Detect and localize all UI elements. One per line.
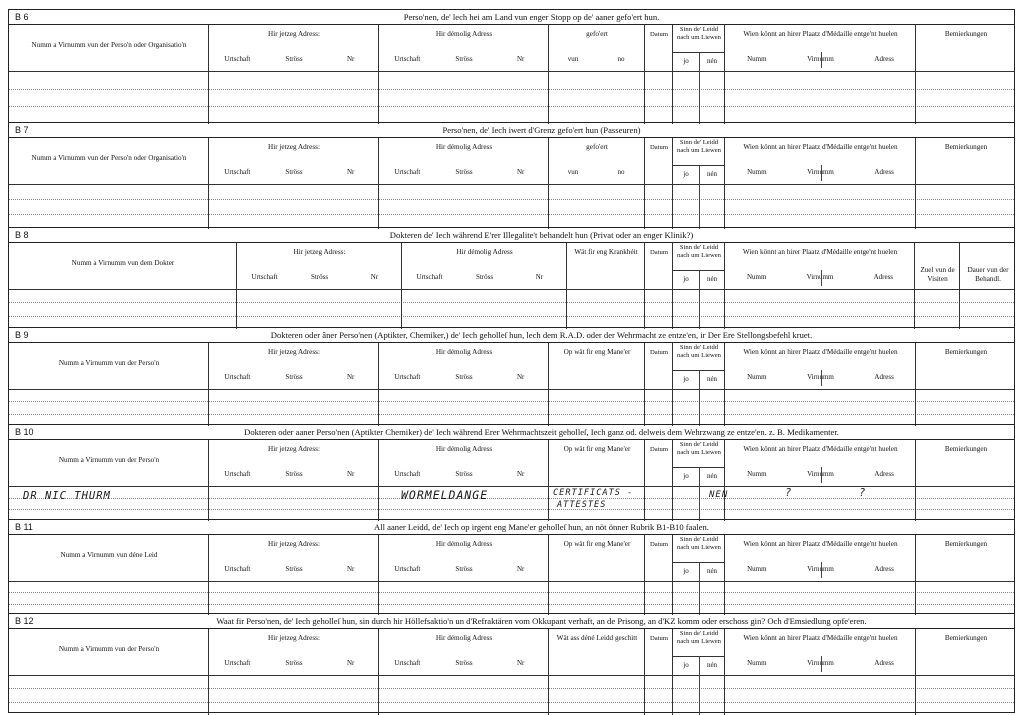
address-subheader: Nr (346, 55, 355, 63)
medal-header: Wien könnt an hirer Plaatz d'Médaille entge'nt huelen (743, 30, 898, 38)
handwritten-unknown-name: ? (785, 487, 793, 499)
medal-header: Wien könnt an hirer Plaatz d'Médaille entge'nt huelen (743, 348, 898, 356)
address-subheader: Urtschaft (224, 470, 251, 478)
alive-subheader: nén (706, 375, 718, 383)
remarks-header: Bemierkungen (944, 30, 988, 38)
medal-subheader: Virnumm (806, 273, 834, 281)
remarks-header: Bemierkungen (944, 634, 988, 642)
address-subheader: Urtschaft (224, 659, 251, 667)
remarks-header: Bemierkungen (944, 445, 988, 453)
alive-subheader: nén (706, 57, 718, 65)
section-title: Perso'nen, de' Iech iwert d'Grenz gefo'ert hun (Passeuren) (442, 125, 641, 135)
former-address-header: Hir démolig Adress (435, 143, 493, 151)
address-subheader: Urtschaft (394, 659, 421, 667)
detail-column-header: gefo'ert (586, 143, 608, 151)
address-subheader: Ströss (475, 273, 494, 281)
address-subheader: Nr (370, 273, 379, 281)
address-subheader: Urtschaft (394, 55, 421, 63)
detail-subheader: no (617, 168, 625, 176)
medal-split-line (821, 370, 822, 386)
alive-subheader: nén (706, 170, 718, 178)
alive-split-line (699, 270, 700, 329)
section-title: All aaner Leidd, de' Iech op irgent eng Mane'er geholleſ hun, an nöt önner Rubrik B1-B10 faalen. (374, 522, 709, 532)
medal-subheader: Adress (874, 659, 894, 667)
medal-subheader: Numm (747, 659, 767, 667)
section-code: B 7 (15, 125, 29, 135)
alive-subheader: jo (683, 375, 689, 383)
section-table (9, 25, 1014, 124)
date-header: Datum (650, 541, 668, 548)
address-subheader: Ströss (455, 470, 473, 478)
alive-sub-divider (673, 656, 725, 657)
medal-subheader: Virnumm (807, 470, 834, 478)
person-column-header: Numm a Virnumm vun dem Dokter (71, 259, 175, 267)
current-address-column (209, 25, 379, 124)
form-section (8, 424, 1015, 519)
address-subheader: Ströss (285, 565, 303, 573)
address-subheader: Urtschaft (224, 565, 251, 573)
form-section (8, 519, 1015, 613)
detail-subheader: no (617, 55, 625, 63)
person-column-header: Numm a Virnumm vun der Perso'n oder Organisatio'n (31, 41, 187, 49)
alive-subheader: jo (683, 567, 689, 575)
section-title-bar (9, 328, 1014, 343)
address-subheader: Urtschaft (251, 273, 278, 281)
alive-split-line (699, 52, 700, 124)
duration-column (960, 243, 1016, 329)
visits-header: Zuel vun de Visiten (920, 266, 955, 283)
former-address-column (379, 25, 549, 124)
medal-subheader: Virnumm (807, 55, 834, 63)
person-column-header: Numm a Virnumm vun déne Leid (60, 551, 158, 559)
section-title: Dokteren oder âner Perso'nen (Aptikter, Chemiker,) de' Iech geholleſ hun, lech dem R.A.D. oder der Wehrmacht ze entze'en, ir Der Ere Stellongsbefehl kruet. (270, 330, 813, 340)
medal-subheader: Adress (874, 470, 894, 478)
medal-subheader: Numm (747, 470, 767, 478)
alive-split-line (699, 562, 700, 615)
alive-header: Sinn de' Leidd nach um Liewen (677, 139, 721, 154)
medal-split-line (821, 165, 822, 181)
form-page (8, 9, 1015, 713)
person-column (9, 138, 209, 229)
alive-subheader: jo (683, 170, 689, 178)
remarks-header: Bemierkungen (944, 143, 988, 151)
date-header: Datum (650, 31, 668, 38)
address-subheader: Ströss (455, 565, 473, 573)
medal-subheader: Adress (874, 55, 894, 63)
address-subheader: Nr (516, 373, 525, 381)
detail-column-header: Op wät fir eng Mane'er (563, 540, 631, 548)
address-subheader: Ströss (285, 470, 303, 478)
person-column (9, 343, 209, 426)
address-subheader: Nr (516, 659, 525, 667)
medal-split-line (821, 270, 822, 286)
form-section (8, 227, 1015, 327)
alive-subheader: nén (706, 661, 718, 669)
medal-header: Wien könnt an hirer Plaatz d'Médaille entge'nt huelen (742, 248, 898, 256)
remarks-header: Bemierkungen (944, 540, 988, 548)
address-subheader: Nr (346, 168, 355, 176)
alive-split-line (699, 656, 700, 715)
detail-column-header: gefo'ert (586, 30, 608, 38)
detail-column (549, 25, 645, 124)
address-subheader: Urtschaft (394, 470, 421, 478)
former-address-header: Hir démolig Adress (435, 634, 493, 642)
medal-split-line (821, 467, 822, 483)
section-title: Dokteren oder aaner Perso'nen (Aptikter Chemiker) de' Iech während Erer Wehrmachtszeit geholleſ, Iech ganz od. delweis dem Wehrzwang ze entze'en. z. B. Medikamenter. (244, 427, 839, 437)
address-subheader: Ströss (455, 373, 473, 381)
person-column (9, 535, 209, 615)
section-code: B 6 (15, 12, 29, 22)
former-address-header: Hir démolig Adress (435, 30, 493, 38)
section-table (9, 343, 1014, 426)
former-address-header: Hir démolig Adress (456, 248, 513, 256)
medal-subheader: Adress (874, 168, 894, 176)
alive-header: Sinn de' Leidd nach um Liewen (677, 344, 721, 359)
address-subheader: Ströss (310, 273, 329, 281)
section-title-bar (9, 10, 1014, 25)
former-address-header: Hir démolig Adress (435, 348, 493, 356)
handwritten-method: CERTIFICATS - (553, 488, 634, 498)
medal-subheader: Virnumm (807, 659, 834, 667)
current-address-header: Hir jetzeg Adress: (268, 634, 320, 642)
detail-subheader: vun (567, 168, 579, 176)
alive-sub-divider (673, 370, 725, 371)
section-title-bar (9, 614, 1014, 629)
address-subheader: Urtschaft (394, 373, 421, 381)
date-header: Datum (650, 349, 668, 356)
alive-header: Sinn de' Leidd nach um Liewen (677, 536, 721, 551)
current-address-header: Hir jetzeg Adress: (268, 143, 320, 151)
alive-sub-divider (673, 52, 725, 53)
address-subheader: Nr (516, 470, 525, 478)
alive-sub-divider (673, 562, 725, 563)
detail-column-header: Op wät fir eng Mane'er (563, 348, 631, 356)
date-header: Datum (650, 249, 668, 256)
former-address-header: Hir démolig Adress (435, 540, 493, 548)
section-code: B 12 (15, 616, 34, 626)
handwritten-town: WORMELDANGE (401, 488, 489, 502)
date-header: Datum (650, 635, 668, 642)
alive-subheader: jo (683, 661, 689, 669)
alive-split-line (699, 370, 700, 426)
address-subheader: Nr (346, 373, 355, 381)
address-subheader: Ströss (285, 659, 303, 667)
section-title: Perso'nen, de' lech hei am Land vun enger Stopp op de' aaner gefo'ert hun. (403, 12, 660, 22)
handwritten-alive: NEN (709, 490, 729, 500)
address-subheader: Urtschaft (416, 273, 443, 281)
remarks-column (916, 25, 1016, 124)
section-title-bar (9, 123, 1014, 138)
form-section (8, 9, 1015, 122)
section-table (9, 535, 1014, 615)
medal-subheader: Adress (874, 373, 894, 381)
medal-subheader: Numm (747, 373, 767, 381)
alive-split-line (699, 165, 700, 229)
handwritten-unknown-address: ? (859, 487, 867, 499)
section-table (9, 243, 1014, 329)
alive-subheader: jo (683, 275, 689, 283)
address-subheader: Ströss (285, 373, 303, 381)
current-address-header: Hir jetzeg Adress: (268, 348, 320, 356)
current-address-header: Hir jetzeg Adress: (268, 540, 320, 548)
date-column (645, 25, 673, 124)
medal-header: Wien könnt an hirer Plaatz d'Médaille entge'nt huelen (743, 143, 898, 151)
section-code: B 10 (15, 427, 34, 437)
alive-subheader: nén (706, 275, 718, 283)
alive-subheader: nén (706, 472, 718, 480)
alive-sub-divider (673, 270, 725, 271)
address-subheader: Ströss (455, 659, 473, 667)
alive-subheader: nén (706, 567, 718, 575)
medal-header: Wien könnt an hirer Plaatz d'Médaille entge'nt huelen (743, 445, 898, 453)
alive-header: Sinn de' Leidd nach um Liewen (677, 630, 721, 645)
visits-column (915, 243, 960, 329)
duration-header: Dauer vun der Behandl. (967, 266, 1009, 283)
medal-subheader: Virnumm (807, 168, 834, 176)
section-code: B 11 (15, 522, 33, 532)
medal-subheader: Virnumm (807, 565, 834, 573)
address-subheader: Urtschaft (394, 565, 421, 573)
person-column-header: Numm a Virnumm vun der Perso'n (58, 456, 160, 464)
address-subheader: Urtschaft (224, 373, 251, 381)
detail-column-header: Wät fir eng Krankhéit (574, 248, 638, 256)
medal-subheader: Numm (746, 273, 767, 281)
person-column-header: Numm a Virnumm vun der Perso'n (58, 645, 160, 653)
alive-sub-divider (673, 467, 725, 468)
form-section (8, 613, 1015, 713)
address-subheader: Nr (346, 565, 355, 573)
medal-subheader: Numm (747, 168, 767, 176)
address-subheader: Urtschaft (224, 168, 251, 176)
alive-header: Sinn de' Leidd nach um Liewen (677, 441, 721, 456)
address-subheader: Nr (535, 273, 544, 281)
alive-header: Sinn de' Leidd nach um Liewen (677, 26, 721, 41)
medal-subheader: Virnumm (807, 373, 834, 381)
person-column (9, 25, 209, 124)
remarks-header: Bemierkungen (944, 348, 988, 356)
detail-column-header: Wät ass déné Leidd geschitt (556, 634, 638, 642)
date-header: Datum (650, 446, 668, 453)
address-subheader: Nr (346, 659, 355, 667)
medal-split-line (821, 562, 822, 578)
medal-subheader: Adress (873, 273, 894, 281)
person-column-header: Numm a Virnumm vun der Perso'n (58, 359, 160, 367)
section-table (9, 440, 1014, 521)
address-subheader: Nr (346, 470, 355, 478)
address-subheader: Ströss (285, 168, 303, 176)
section-code: B 9 (15, 330, 29, 340)
address-subheader: Nr (516, 55, 525, 63)
address-subheader: Ströss (285, 55, 303, 63)
form-section (8, 327, 1015, 424)
section-title-bar (9, 520, 1014, 535)
address-subheader: Urtschaft (394, 168, 421, 176)
detail-subheader: vun (567, 55, 579, 63)
current-address-header: Hir jetzeg Adress: (268, 445, 320, 453)
handwritten-method-2: ATTESTES (557, 500, 607, 510)
medal-split-line (821, 656, 822, 672)
section-code: B 8 (15, 230, 29, 240)
section-title-bar (9, 425, 1014, 440)
medal-split-line (821, 52, 822, 68)
section-title: Dokteren de' Iech während E'rer Illegalite't behandelt hun (Privat oder an enger Klinik?) (389, 230, 694, 240)
medal-subheader: Adress (874, 565, 894, 573)
alive-split-line (699, 467, 700, 521)
medal-header: Wien könnt an hirer Plaatz d'Médaille entge'nt huelen (743, 634, 898, 642)
medal-column (725, 25, 916, 124)
medal-subheader: Numm (747, 565, 767, 573)
address-subheader: Urtschaft (224, 55, 251, 63)
address-subheader: Nr (516, 168, 525, 176)
alive-subheader: jo (683, 57, 689, 65)
current-address-header: Hir jetzeg Adress: (293, 248, 346, 256)
person-column (9, 440, 209, 521)
detail-column-header: Op wät fir eng Mane'er (563, 445, 631, 453)
section-title-bar (9, 228, 1014, 243)
alive-subheader: jo (683, 472, 689, 480)
address-subheader: Ströss (455, 55, 473, 63)
address-subheader: Nr (516, 565, 525, 573)
former-address-header: Hir démolig Adress (435, 445, 493, 453)
date-header: Datum (650, 144, 668, 151)
person-column (9, 243, 237, 329)
alive-header: Sinn de' Leidd nach um Liewen (677, 244, 721, 259)
section-table (9, 138, 1014, 229)
alive-sub-divider (673, 165, 725, 166)
medal-subheader: Numm (747, 55, 767, 63)
section-title: Waat fir Perso'nen, de' Iech geholleſ hun, sin durch hir Höllefsaktio'n un d'Refraktären vom Okkupant verhaft, an de Prisong, an d'KZ komm oder erschoss gin? Och d'Emsiedlung opfe'eren. (216, 616, 867, 626)
handwritten-name: DR NIC THURM (23, 490, 111, 502)
medal-header: Wien könnt an hirer Plaatz d'Médaille entge'nt huelen (743, 540, 898, 548)
person-column-header: Numm a Virnumm vun der Perso'n oder Organisatio'n (31, 154, 187, 162)
form-section (8, 122, 1015, 227)
section-table (9, 629, 1014, 715)
address-subheader: Ströss (455, 168, 473, 176)
person-column (9, 629, 209, 715)
current-address-header: Hir jetzeg Adress: (268, 30, 320, 38)
